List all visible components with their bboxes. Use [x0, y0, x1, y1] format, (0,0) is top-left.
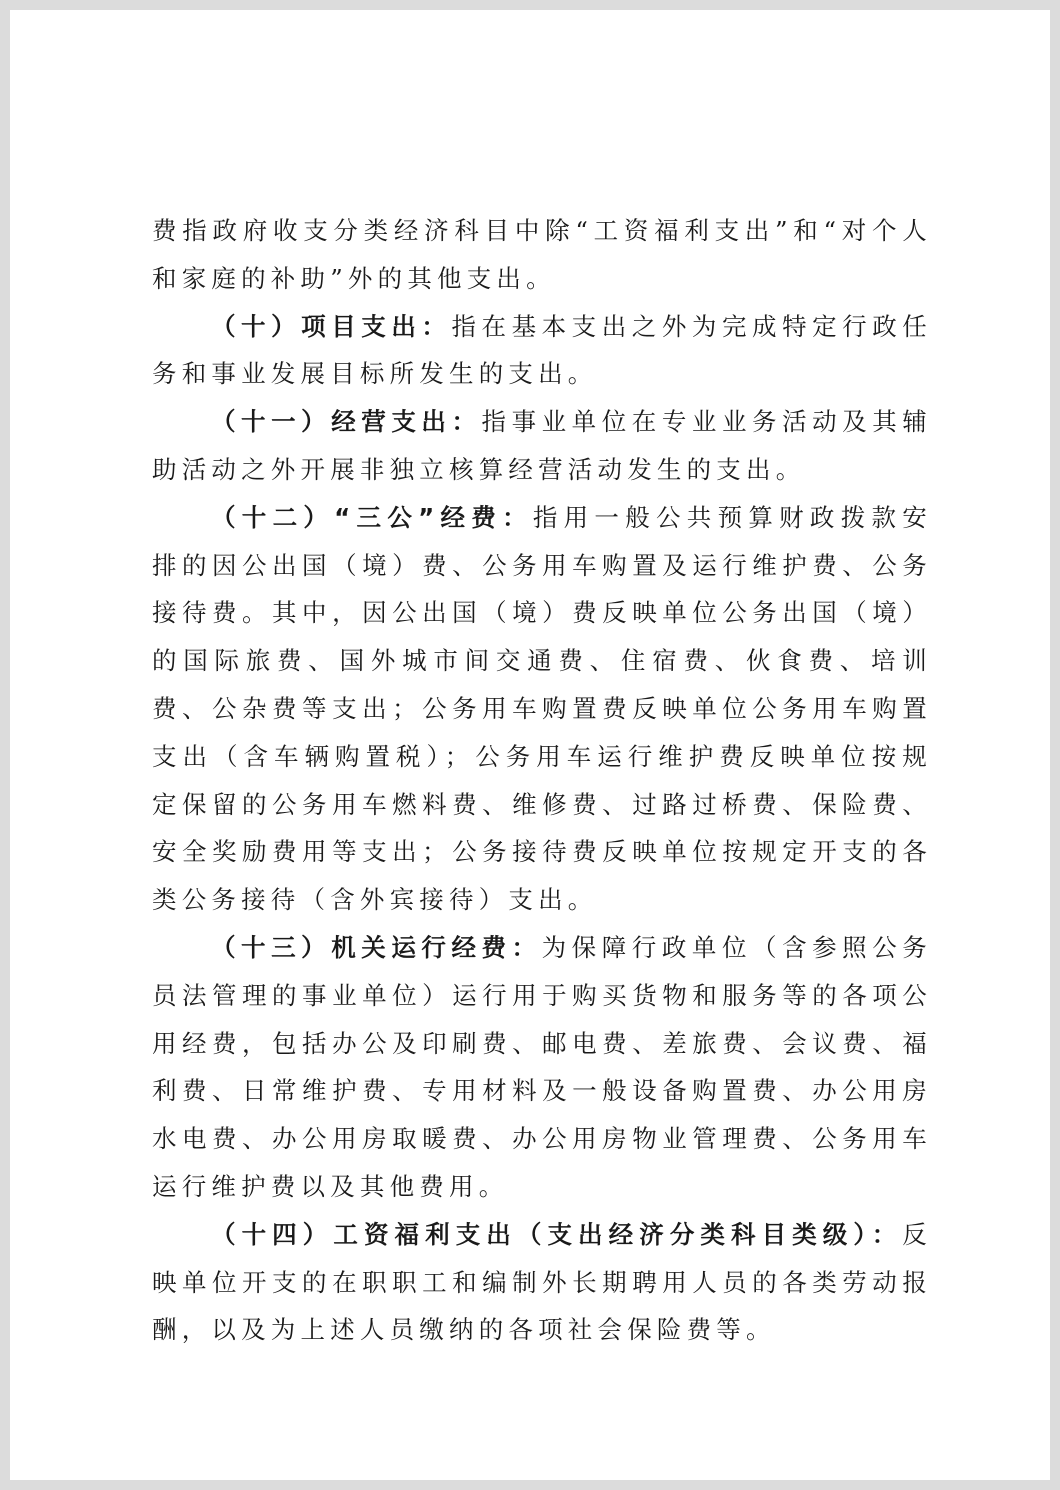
paragraph-text: 费指政府收支分类经济科目中除“工资福利支出”和“对个人和家庭的补助”外的其他支出。 — [152, 216, 932, 293]
paragraph-heading: （十三）机关运行经费： — [211, 932, 542, 962]
document-body — [152, 207, 932, 1354]
paragraph-three-public-expenses — [152, 494, 932, 924]
paragraph-heading: （十四）工资福利支出（支出经济分类科目类级）： — [211, 1219, 903, 1249]
paragraph-wage-welfare-expenditure — [152, 1211, 932, 1354]
paragraph-agency-operating-funds — [152, 924, 932, 1211]
paragraph-text: 反映单位开支的在职职工和编制外长期聘用人员的各类劳动报酬，以及为上述人员缴纳的各项社会保险费等。 — [152, 1219, 932, 1345]
paragraph-text: 为保障行政单位（含参照公务员法管理的事业单位）运行用于购买货物和服务等的各项公用经费，包括办公及印刷费、邮电费、差旅费、会议费、福利费、日常维护费、专用材料及一般设备购置费、办公用房水电费、办公用房取暖费、办公用房物业管理费、公务用车运行维护费以及其他费用。 — [152, 932, 932, 1201]
document-page — [10, 10, 1050, 1480]
paragraph-project-expenditure — [152, 303, 932, 399]
paragraph-text: 指用一般公共预算财政拨款安排的因公出国（境）费、公务用车购置及运行维护费、公务接待费。其中，因公出国（境）费反映单位公务出国（境）的国际旅费、国外城市间交通费、住宿费、伙食费、培训费、公杂费等支出；公务用车购置费反映单位公务用车购置支出（含车辆购置税）；公务用车运行维护费反映单位按规定保留的公务用车燃料费、维修费、过路过桥费、保险费、安全奖励费用等支出；公务接待费反映单位按规定开支的各类公务接待（含外宾接待）支出。 — [152, 502, 932, 915]
paragraph-text: 指事业单位在专业业务活动及其辅助活动之外开展非独立核算经营活动发生的支出。 — [152, 407, 932, 484]
paragraph-heading: （十一）经营支出： — [211, 407, 482, 437]
paragraph-continuation — [152, 207, 932, 303]
paragraph-text: 指在基本支出之外为完成特定行政任务和事业发展目标所发生的支出。 — [152, 311, 932, 389]
paragraph-heading: （十二）“三公”经费： — [211, 502, 533, 532]
paragraph-heading: （十）项目支出： — [211, 311, 452, 341]
paragraph-operating-expenditure — [152, 398, 932, 494]
